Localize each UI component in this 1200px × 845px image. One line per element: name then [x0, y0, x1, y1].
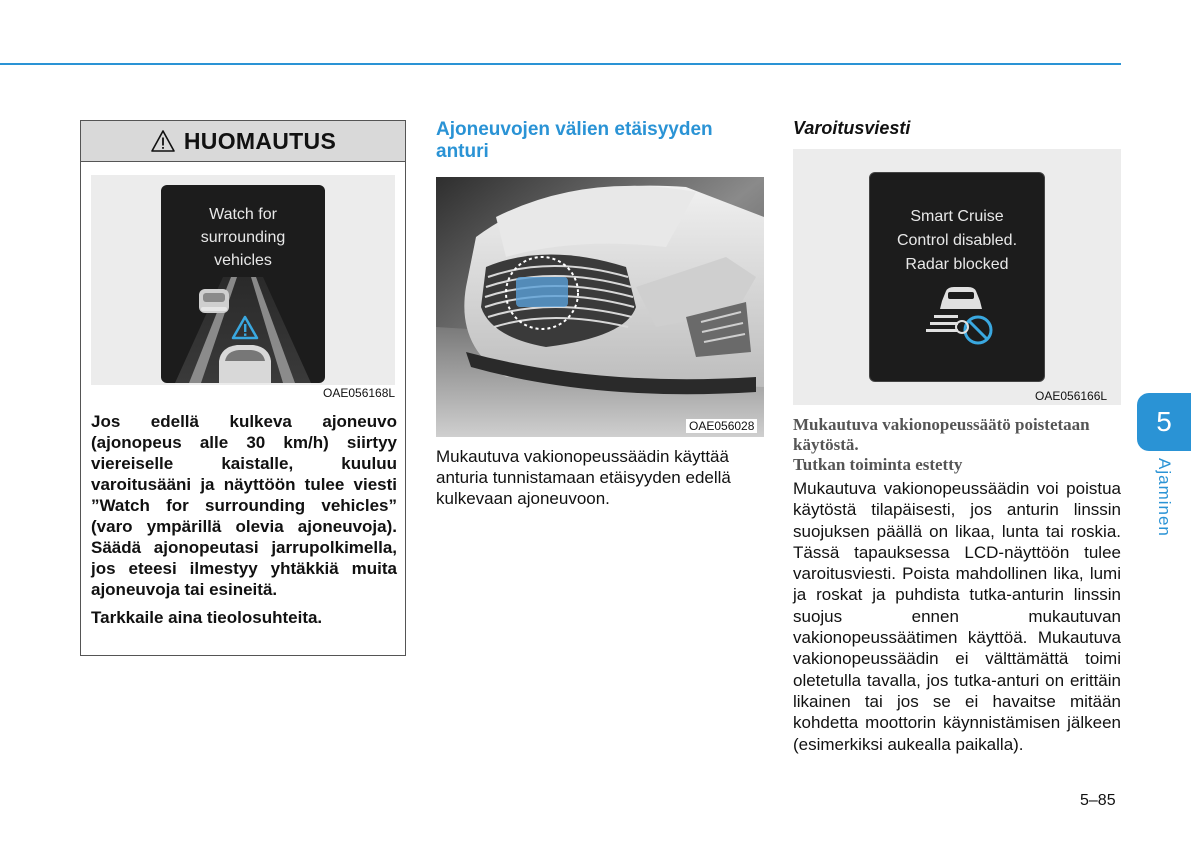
own-car-icon [219, 345, 271, 383]
figure-code: OAE056166L [1035, 389, 1108, 403]
page-number: 5–85 [1080, 792, 1116, 809]
lcd-line-3: Radar blocked [905, 256, 1009, 273]
car-ahead-icon [199, 289, 229, 313]
lcd-line-1: Smart Cruise [910, 208, 1004, 225]
notice-title: HUOMAUTUS [183, 127, 337, 154]
section-heading-warning: Varoitusviesti [793, 118, 911, 138]
car-front-figure [436, 177, 764, 437]
notice-paragraph-2: Tarkkaile aina tieolosuhteita. [91, 608, 323, 627]
lcd-line-1: Watch for [209, 206, 277, 223]
notice-figure [91, 175, 396, 400]
warning-triangle-icon [150, 129, 176, 153]
cluster-display-watch-vehicles [161, 185, 325, 383]
notice-header [81, 121, 405, 162]
car-front-illustration [436, 177, 764, 437]
notice-body [91, 411, 397, 635]
warning-subheading-1: Mukautuva vakionopeussäätö poistetaan käytöstä. [793, 415, 1090, 454]
cluster-display-radar-blocked [869, 172, 1045, 382]
figure-code: OAE056168L [323, 386, 396, 400]
sensor-body-text: Mukautuva vakionopeussäädin käyttää anturia tunnistamaan etäisyyden edellä kulkevaan ajoneuvoon. [436, 447, 731, 508]
chapter-label: Ajaminen [1155, 458, 1174, 537]
warning-subheadings [793, 415, 1121, 475]
lcd-message [161, 203, 325, 272]
section-heading-sensor: Ajoneuvojen välien etäisyyden anturi [436, 119, 713, 162]
warning-subheading-2: Tutkan toiminta estetty [793, 455, 963, 474]
warning-message-figure [793, 149, 1121, 405]
lcd-line-3: vehicles [214, 252, 272, 269]
lcd-line-2: Control disabled. [896, 232, 1018, 249]
figure-code: OAE056028 [686, 419, 757, 433]
radar-sensor-icon [516, 277, 568, 307]
lcd-line-2: surrounding [200, 229, 286, 246]
warning-body-text: Mukautuva vakionopeussäädin voi poistua käytöstä tilapäisesti, jos anturin linssin suojuksen päällä on likaa, lunta tai roskia. Tässä tapauksessa LCD-näyttöön tulee varoitusviesti. Poista mahdollinen lika, lumi ja roskat ja puhdista tutka-anturin linssin suojus ennen mukautuvan vakionopeussäätimen käyttöä. Mukautuva vakionopeussäädin ei välttämättä toimi oletetulla tavalla, jos tutka-anturi on erittäin likainen tai jos se ei havaitse mitään kohdetta moottorin käynnistämisen jälkeen (esimerkiksi aukealla paikalla). [793, 479, 1121, 754]
chapter-tab: 5 [1137, 393, 1191, 451]
top-rule [0, 63, 1121, 65]
radar-blocked-icon [870, 173, 1044, 381]
notice-paragraph-1: Jos edellä kulkeva ajoneuvo (ajonopeus alle 30 km/h) siirtyy viereiselle kaistalle, kuuluu varoitusääni ja näyttöön tulee viesti ”Watch for surrounding vehicles” (varo ympärillä olevia ajoneuvoja). Säädä ajonopeutasi jarrupolkimella, jos eteesi ilmestyy yhtäkkiä muita ajoneuvoja tai esineitä. [91, 412, 397, 599]
notice-box [80, 120, 406, 656]
